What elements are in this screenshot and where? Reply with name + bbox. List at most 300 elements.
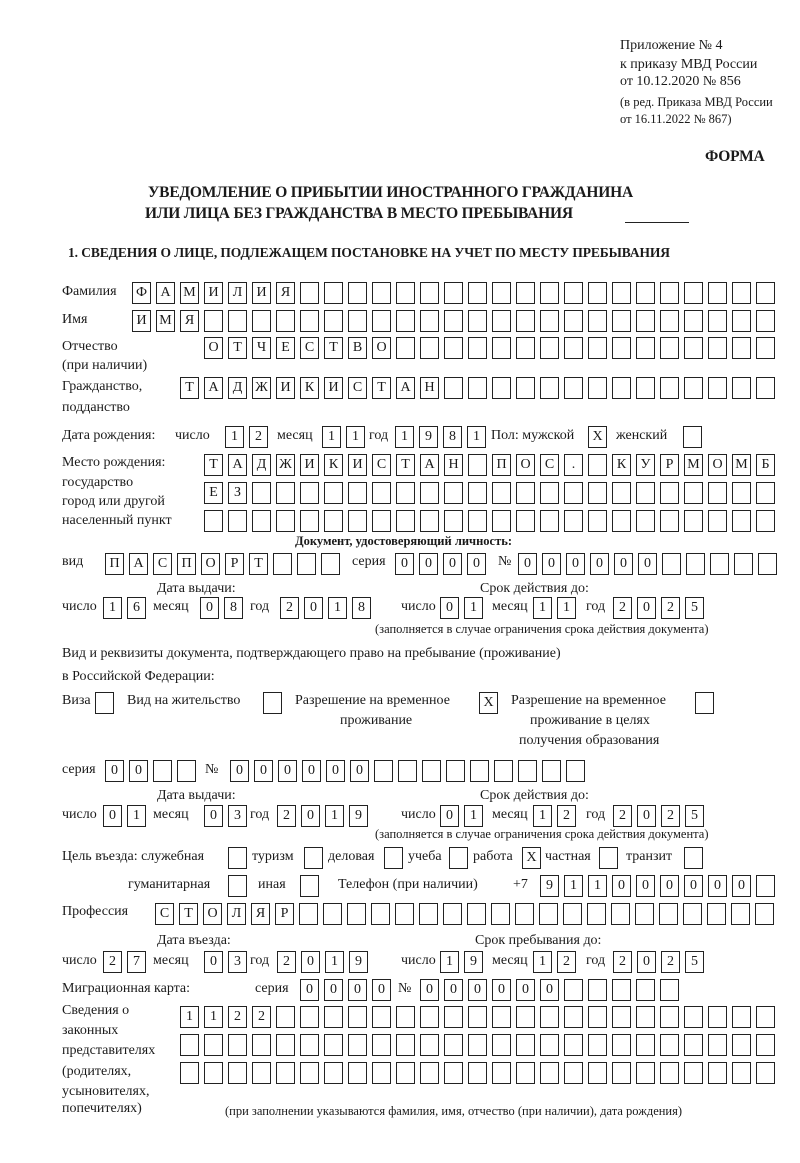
edition-line-2: от 16.11.2022 № 867)	[620, 112, 732, 126]
char-box	[180, 1062, 199, 1084]
char-box: 0	[105, 760, 124, 782]
label-work: работа	[473, 849, 513, 864]
char-box: Л	[228, 282, 247, 304]
char-box	[540, 310, 559, 332]
label-trp1: Разрешение на временное	[295, 693, 450, 708]
char-box	[348, 1034, 367, 1056]
char-box: А	[204, 377, 223, 399]
label-migration-card: Миграционная карта:	[62, 981, 191, 996]
char-box: 2	[661, 951, 680, 973]
char-box	[420, 482, 439, 504]
char-box: 2	[613, 951, 632, 973]
char-box: Р	[660, 454, 679, 476]
label-private: частная	[545, 849, 591, 864]
char-box: Т	[180, 377, 199, 399]
char-box: Р	[225, 553, 244, 575]
char-box	[684, 310, 703, 332]
char-box	[540, 1062, 559, 1084]
char-box: 1	[533, 805, 552, 827]
char-box	[228, 1034, 247, 1056]
char-box: 1	[322, 426, 341, 448]
char-box: 2	[277, 951, 296, 973]
char-box	[468, 482, 487, 504]
char-box	[300, 310, 319, 332]
char-box: М	[156, 310, 175, 332]
char-box: 8	[352, 597, 371, 619]
char-box: 1	[180, 1006, 199, 1028]
char-box	[372, 1062, 391, 1084]
char-box: X	[522, 847, 541, 869]
label-month: месяц	[153, 599, 189, 614]
char-box	[636, 1006, 655, 1028]
char-box: 1	[557, 597, 576, 619]
label-day: число	[401, 807, 436, 822]
char-box	[395, 903, 414, 925]
char-box	[563, 903, 582, 925]
char-box	[204, 1062, 223, 1084]
char-box	[492, 1062, 511, 1084]
char-box: 8	[224, 597, 243, 619]
char-box	[276, 510, 295, 532]
char-box	[276, 1034, 295, 1056]
char-box: 2	[661, 597, 680, 619]
char-box	[756, 1034, 775, 1056]
label-year: год	[250, 599, 270, 614]
char-box: Т	[204, 454, 223, 476]
char-box: К	[324, 454, 343, 476]
char-box	[300, 1006, 319, 1028]
char-box	[516, 377, 535, 399]
appendix-line: Приложение № 4	[620, 38, 723, 53]
char-box	[300, 482, 319, 504]
char-box	[252, 1062, 271, 1084]
char-box	[708, 337, 727, 359]
char-box	[468, 1034, 487, 1056]
char-box	[348, 510, 367, 532]
char-box: 0	[540, 979, 559, 1001]
char-box	[297, 553, 316, 575]
edition-line-1: (в ред. Приказа МВД России	[620, 95, 773, 109]
char-box	[756, 310, 775, 332]
char-box	[540, 282, 559, 304]
char-box	[324, 282, 343, 304]
char-box	[468, 282, 487, 304]
char-box: И	[348, 454, 367, 476]
char-box	[444, 1062, 463, 1084]
char-box	[588, 337, 607, 359]
char-box	[300, 510, 319, 532]
label-stay-until: Срок пребывания до:	[475, 933, 602, 948]
char-box: О	[204, 337, 223, 359]
char-box: Н	[444, 454, 463, 476]
char-box	[708, 1034, 727, 1056]
char-box: Н	[420, 377, 439, 399]
char-box: 2	[228, 1006, 247, 1028]
char-box	[612, 1062, 631, 1084]
char-box	[659, 903, 678, 925]
char-box: 1	[588, 875, 607, 897]
char-box	[731, 903, 750, 925]
char-box	[636, 1062, 655, 1084]
char-box	[204, 1034, 223, 1056]
char-box: 0	[301, 951, 320, 973]
char-box: 9	[464, 951, 483, 973]
char-box	[420, 1034, 439, 1056]
label-reps3: представителях	[62, 1043, 156, 1058]
char-box: Т	[249, 553, 268, 575]
char-box	[300, 1034, 319, 1056]
char-box	[540, 510, 559, 532]
label-month: месяц	[277, 428, 313, 443]
char-box	[587, 903, 606, 925]
char-box	[636, 510, 655, 532]
char-box	[612, 510, 631, 532]
char-box: П	[177, 553, 196, 575]
char-box: Я	[180, 310, 199, 332]
char-box: 0	[542, 553, 561, 575]
char-box: 1	[533, 597, 552, 619]
char-box: А	[156, 282, 175, 304]
label-year: год	[586, 953, 606, 968]
char-box: 1	[464, 805, 483, 827]
label-reps5: усыновителях,	[62, 1084, 150, 1099]
char-box: Я	[251, 903, 270, 925]
label-residence-doc1: Вид и реквизиты документа, подтверждающего право на пребывание (проживание)	[62, 646, 561, 661]
label-birth-date: Дата рождения:	[62, 428, 156, 443]
char-box: 2	[613, 597, 632, 619]
label-patronymic: Отчество	[62, 339, 118, 354]
char-box: Т	[228, 337, 247, 359]
label-other: иная	[258, 877, 286, 892]
char-box: У	[636, 454, 655, 476]
char-box	[564, 510, 583, 532]
label-issue-date: Дата выдачи:	[157, 581, 236, 596]
char-box	[492, 282, 511, 304]
char-box	[599, 847, 618, 869]
char-box: 0	[444, 979, 463, 1001]
char-box: 1	[533, 951, 552, 973]
title-line-1: УВЕДОМЛЕНИЕ О ПРИБЫТИИ ИНОСТРАННОГО ГРАЖДАНИНА	[148, 184, 633, 201]
char-box	[564, 377, 583, 399]
label-visa: Виза	[62, 693, 91, 708]
char-box	[419, 903, 438, 925]
char-box	[492, 310, 511, 332]
char-box	[276, 1006, 295, 1028]
char-box	[611, 903, 630, 925]
label-trp2: проживание	[340, 713, 413, 728]
label-month: месяц	[492, 953, 528, 968]
char-box	[228, 847, 247, 869]
char-box	[177, 760, 196, 782]
char-box	[684, 1062, 703, 1084]
char-box	[708, 310, 727, 332]
title-line-2: ИЛИ ЛИЦА БЕЗ ГРАЖДАНСТВА В МЕСТО ПРЕБЫВАНИЯ	[145, 205, 573, 222]
char-box	[660, 979, 679, 1001]
char-box	[444, 482, 463, 504]
char-box	[372, 510, 391, 532]
char-box	[324, 1034, 343, 1056]
char-box	[660, 1006, 679, 1028]
char-box: Е	[204, 482, 223, 504]
char-box: 2	[103, 951, 122, 973]
char-box	[588, 1006, 607, 1028]
char-box: 2	[613, 805, 632, 827]
char-box: И	[204, 282, 223, 304]
char-box	[588, 482, 607, 504]
char-box: О	[203, 903, 222, 925]
char-box: .	[564, 454, 583, 476]
label-issue-date: Дата выдачи:	[157, 788, 236, 803]
char-box	[444, 310, 463, 332]
char-box: Ф	[132, 282, 151, 304]
char-box: 1	[328, 597, 347, 619]
label-humanitarian: гуманитарная	[128, 877, 211, 892]
char-box	[420, 510, 439, 532]
char-box: Ч	[252, 337, 271, 359]
char-box	[710, 553, 729, 575]
char-box: И	[132, 310, 151, 332]
char-box	[422, 760, 441, 782]
char-box	[756, 337, 775, 359]
char-box	[516, 282, 535, 304]
char-box	[564, 1034, 583, 1056]
char-box	[492, 337, 511, 359]
char-box	[636, 482, 655, 504]
label-reps1: Сведения о	[62, 1003, 130, 1018]
char-box: 1	[464, 597, 483, 619]
char-box	[468, 454, 487, 476]
char-box	[612, 1006, 631, 1028]
label-day: число	[401, 599, 436, 614]
char-box	[755, 903, 774, 925]
label-month: месяц	[492, 599, 528, 614]
char-box	[636, 979, 655, 1001]
char-box	[420, 337, 439, 359]
char-box: 0	[614, 553, 633, 575]
char-box	[732, 337, 751, 359]
form-label: ФОРМА	[705, 148, 765, 165]
label-id-doc: Документ, удостоверяющий личность:	[295, 534, 512, 548]
char-box	[539, 903, 558, 925]
char-box: О	[708, 454, 727, 476]
char-box	[444, 1034, 463, 1056]
char-box: В	[348, 337, 367, 359]
char-box: С	[153, 553, 172, 575]
label-birthplace2: государство	[62, 475, 134, 490]
char-box	[660, 337, 679, 359]
char-box: С	[348, 377, 367, 399]
char-box	[396, 482, 415, 504]
char-box: 0	[440, 597, 459, 619]
char-box: 0	[638, 553, 657, 575]
char-box	[708, 482, 727, 504]
title-blank-line	[625, 222, 689, 223]
char-box	[588, 310, 607, 332]
char-box: 0	[708, 875, 727, 897]
char-box	[734, 553, 753, 575]
char-box	[180, 1034, 199, 1056]
char-box	[444, 377, 463, 399]
char-box: 0	[200, 597, 219, 619]
char-box	[516, 1006, 535, 1028]
char-box	[756, 1062, 775, 1084]
char-box: Р	[275, 903, 294, 925]
char-box	[660, 1062, 679, 1084]
label-valid-until: Срок действия до:	[480, 581, 589, 596]
char-box	[708, 377, 727, 399]
char-box	[636, 282, 655, 304]
label-day: число	[62, 599, 97, 614]
char-box	[516, 310, 535, 332]
char-box: 0	[637, 951, 656, 973]
char-box	[372, 1034, 391, 1056]
char-box	[468, 1062, 487, 1084]
char-box: 0	[395, 553, 414, 575]
char-box	[708, 1006, 727, 1028]
char-box	[300, 282, 319, 304]
char-box	[540, 377, 559, 399]
char-box	[468, 377, 487, 399]
char-box: 1	[564, 875, 583, 897]
label-birthplace4: населенный пункт	[62, 513, 172, 528]
char-box	[468, 1006, 487, 1028]
char-box	[420, 282, 439, 304]
char-box: Ж	[252, 377, 271, 399]
char-box	[660, 377, 679, 399]
char-box	[515, 903, 534, 925]
label-day: число	[175, 428, 210, 443]
char-box: 0	[732, 875, 751, 897]
char-box: 0	[326, 760, 345, 782]
char-box: С	[372, 454, 391, 476]
char-box	[372, 282, 391, 304]
label-trp-edu1: Разрешение на временное	[511, 693, 666, 708]
char-box: 0	[636, 875, 655, 897]
char-box: 0	[492, 979, 511, 1001]
char-box	[588, 1034, 607, 1056]
char-box	[684, 337, 703, 359]
char-box	[396, 1034, 415, 1056]
char-box: 0	[467, 553, 486, 575]
char-box: X	[479, 692, 498, 714]
char-box: 9	[349, 805, 368, 827]
label-residence-permit: Вид на жительство	[127, 693, 241, 708]
char-box: 0	[660, 875, 679, 897]
char-box: А	[420, 454, 439, 476]
char-box	[420, 310, 439, 332]
char-box	[732, 310, 751, 332]
char-box: Л	[227, 903, 246, 925]
char-box	[420, 1062, 439, 1084]
char-box: О	[201, 553, 220, 575]
char-box: 2	[277, 805, 296, 827]
char-box	[540, 337, 559, 359]
char-box	[732, 282, 751, 304]
char-box	[95, 692, 114, 714]
char-box	[732, 1034, 751, 1056]
char-box	[444, 337, 463, 359]
char-box	[660, 510, 679, 532]
char-box: Ж	[276, 454, 295, 476]
char-box: 0	[300, 979, 319, 1001]
char-box	[468, 337, 487, 359]
char-box	[686, 553, 705, 575]
char-box: 0	[518, 553, 537, 575]
char-box: 0	[372, 979, 391, 1001]
char-box: 1	[440, 951, 459, 973]
char-box	[707, 903, 726, 925]
char-box	[564, 310, 583, 332]
char-box	[153, 760, 172, 782]
char-box	[684, 1006, 703, 1028]
section-heading: 1. СВЕДЕНИЯ О ЛИЦЕ, ПОДЛЕЖАЩЕМ ПОСТАНОВКЕ НА УЧЕТ ПО МЕСТУ ПРЕБЫВАНИЯ	[68, 245, 670, 260]
char-box: 1	[325, 805, 344, 827]
label-trp-edu2: проживание в целях	[530, 713, 650, 728]
char-box	[564, 1062, 583, 1084]
char-box	[516, 337, 535, 359]
char-box	[636, 310, 655, 332]
char-box	[396, 282, 415, 304]
char-box: 0	[204, 951, 223, 973]
char-box	[252, 310, 271, 332]
char-box	[321, 553, 340, 575]
char-box	[612, 377, 631, 399]
char-box: 5	[685, 805, 704, 827]
char-box	[588, 454, 607, 476]
char-box	[756, 510, 775, 532]
char-box: З	[228, 482, 247, 504]
label-year: год	[250, 953, 270, 968]
char-box	[494, 760, 513, 782]
char-box	[398, 760, 417, 782]
char-box: 0	[204, 805, 223, 827]
char-box: 0	[612, 875, 631, 897]
label-number: №	[398, 981, 412, 996]
char-box	[635, 903, 654, 925]
char-box	[470, 760, 489, 782]
char-box	[612, 337, 631, 359]
char-box	[683, 426, 702, 448]
char-box	[492, 1034, 511, 1056]
char-box: Е	[276, 337, 295, 359]
char-box	[374, 760, 393, 782]
char-box: Д	[228, 377, 247, 399]
label-day: число	[401, 953, 436, 968]
char-box	[444, 1006, 463, 1028]
char-box	[516, 1034, 535, 1056]
char-box: 9	[419, 426, 438, 448]
char-box	[204, 510, 223, 532]
char-box	[252, 510, 271, 532]
label-entry-date: Дата въезда:	[157, 933, 231, 948]
char-box	[756, 482, 775, 504]
label-phone-prefix: +7	[513, 877, 528, 892]
char-box	[372, 482, 391, 504]
char-box	[660, 310, 679, 332]
label-business: деловая	[328, 849, 375, 864]
char-box: 0	[590, 553, 609, 575]
char-box: 6	[127, 597, 146, 619]
char-box	[732, 510, 751, 532]
label-female: женский	[616, 428, 668, 443]
char-box	[684, 847, 703, 869]
char-box: Я	[276, 282, 295, 304]
char-box	[662, 553, 681, 575]
char-box	[443, 903, 462, 925]
char-box	[564, 337, 583, 359]
char-box: 1	[103, 597, 122, 619]
char-box	[518, 760, 537, 782]
